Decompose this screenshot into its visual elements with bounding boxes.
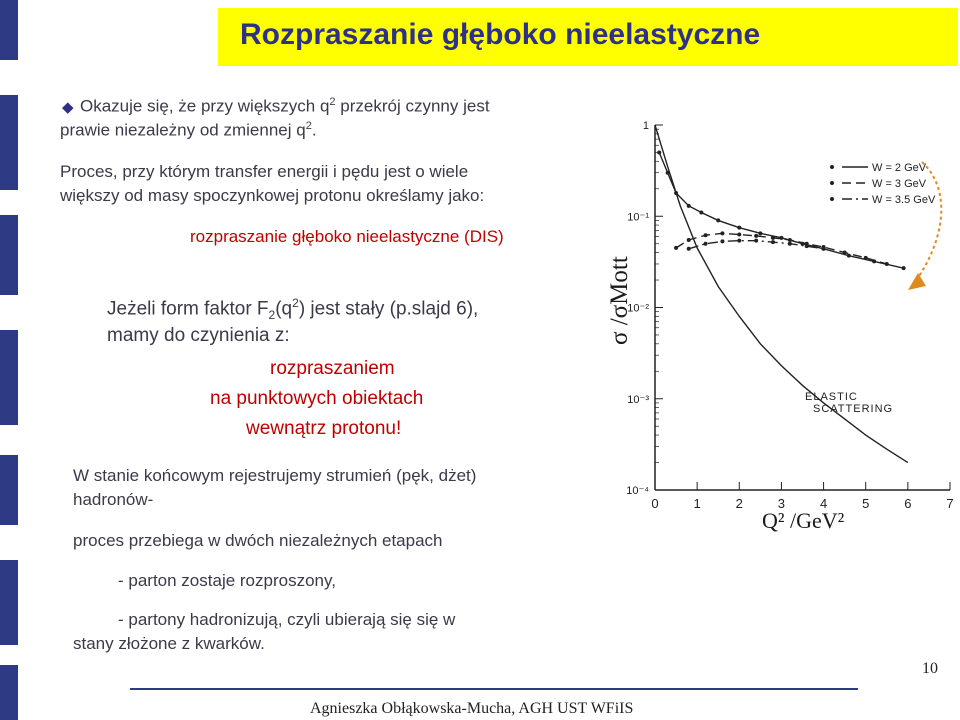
x-tick-label: 4 xyxy=(819,496,828,511)
legend-label: W = 3 GeV xyxy=(872,178,927,190)
y-tick-label: 1 xyxy=(642,120,649,132)
data-point xyxy=(779,236,783,240)
para3-line6: stany złożone z kwarków. xyxy=(73,634,265,653)
x-tick-label: 0 xyxy=(651,496,659,511)
side-block xyxy=(0,215,18,295)
x-tick-label: 1 xyxy=(693,496,701,511)
data-point xyxy=(788,238,792,242)
para3-line3: proces przebiega w dwóch niezależnych etapach xyxy=(73,531,443,550)
x-tick-label: 7 xyxy=(946,496,954,511)
slide-title: Rozpraszanie głęboko nieelastyczne xyxy=(240,18,761,51)
arrow-head-icon xyxy=(908,273,926,290)
para1-line2: większy od masy spoczynkowej protonu określamy jako: xyxy=(60,186,485,205)
data-point xyxy=(754,234,758,238)
data-point xyxy=(822,247,826,251)
cross-section-chart xyxy=(600,110,960,570)
annotation-elastic: ELASTIC xyxy=(805,391,858,403)
annotation-scattering: SCATTERING xyxy=(813,403,894,415)
para3-line5: - partony hadronizują, czyli ubierają się się w xyxy=(118,610,456,629)
data-point xyxy=(687,238,691,242)
footer-rule xyxy=(130,688,858,690)
data-point xyxy=(720,239,724,243)
diamond-bullet-icon: ◆ xyxy=(62,99,74,116)
data-point xyxy=(704,233,708,237)
side-block xyxy=(0,665,18,720)
y-tick-label: 10⁻² xyxy=(627,302,649,315)
x-tick-label: 3 xyxy=(777,496,786,511)
x-tick-label: 5 xyxy=(862,496,870,511)
footer-author: Agnieszka Obłąkowska-Mucha, AGH UST WFiIS xyxy=(310,700,634,717)
y-tick-label: 10⁻⁴ xyxy=(626,485,649,497)
red-line-2: na punktowych obiektach xyxy=(210,388,424,409)
data-point xyxy=(902,266,906,270)
data-point xyxy=(704,242,708,246)
data-point xyxy=(805,244,809,248)
para1-line1: Proces, przy którym transfer energii i pędu jest o wiele xyxy=(60,162,469,181)
series-line xyxy=(659,152,903,268)
data-point xyxy=(847,254,851,258)
red-line-3: wewnątrz protonu! xyxy=(246,418,402,439)
legend-label: W = 2 GeV xyxy=(872,162,927,174)
legend-label: W = 3.5 GeV xyxy=(872,194,936,206)
data-point xyxy=(754,239,758,243)
para3-line2: hadronów- xyxy=(73,490,154,509)
red-line-1: rozpraszaniem xyxy=(270,358,395,379)
data-point xyxy=(758,231,762,235)
legend-marker xyxy=(830,165,834,169)
data-point xyxy=(885,262,889,266)
chart-axes xyxy=(626,120,953,511)
data-point xyxy=(687,204,691,208)
para2-line2: mamy do czynienia z: xyxy=(107,325,290,346)
data-point xyxy=(843,251,847,255)
data-point xyxy=(737,233,741,237)
data-point xyxy=(771,236,775,240)
para3-line4: - parton zostaje rozproszony, xyxy=(118,571,336,590)
data-point xyxy=(737,239,741,243)
para2-line1: Jeżeli form faktor $F_2(q^2)$ jest stały (p.slajd 6), xyxy=(107,296,479,323)
para3-line1: W stanie końcowym rejestrujemy strumień (pęk, dżet) xyxy=(73,466,477,485)
page-number: 10 xyxy=(922,660,938,677)
side-block xyxy=(0,455,18,525)
dis-label: rozpraszanie głęboko nieelastyczne (DIS) xyxy=(190,227,504,246)
data-point xyxy=(864,256,868,260)
side-block xyxy=(0,330,18,425)
bullet-line-2: prawie niezależny od zmiennej $q^2$. xyxy=(60,120,317,140)
side-block xyxy=(0,95,18,190)
data-point xyxy=(788,242,792,246)
data-point xyxy=(737,226,741,230)
x-tick-label: 6 xyxy=(904,496,912,511)
y-axis-label: σ /σMott xyxy=(606,256,633,345)
x-tick-label: 2 xyxy=(735,496,743,511)
bullet-line-1: Okazuje się, że przy większych $q^2$ przekrój czynny jest xyxy=(80,96,490,116)
data-point xyxy=(687,247,691,251)
y-tick-label: 10⁻¹ xyxy=(627,211,649,224)
data-point xyxy=(771,240,775,244)
legend-marker xyxy=(830,181,834,185)
data-point xyxy=(720,231,724,235)
data-point xyxy=(657,150,661,154)
side-block xyxy=(0,0,18,60)
chart-legend xyxy=(830,162,936,206)
data-point xyxy=(674,246,678,250)
data-point xyxy=(699,210,703,214)
data-point xyxy=(716,218,720,222)
legend-marker xyxy=(830,197,834,201)
y-tick-label: 10⁻³ xyxy=(627,393,649,406)
x-axis-label: Q² /GeV² xyxy=(762,508,845,533)
side-block xyxy=(0,560,18,645)
